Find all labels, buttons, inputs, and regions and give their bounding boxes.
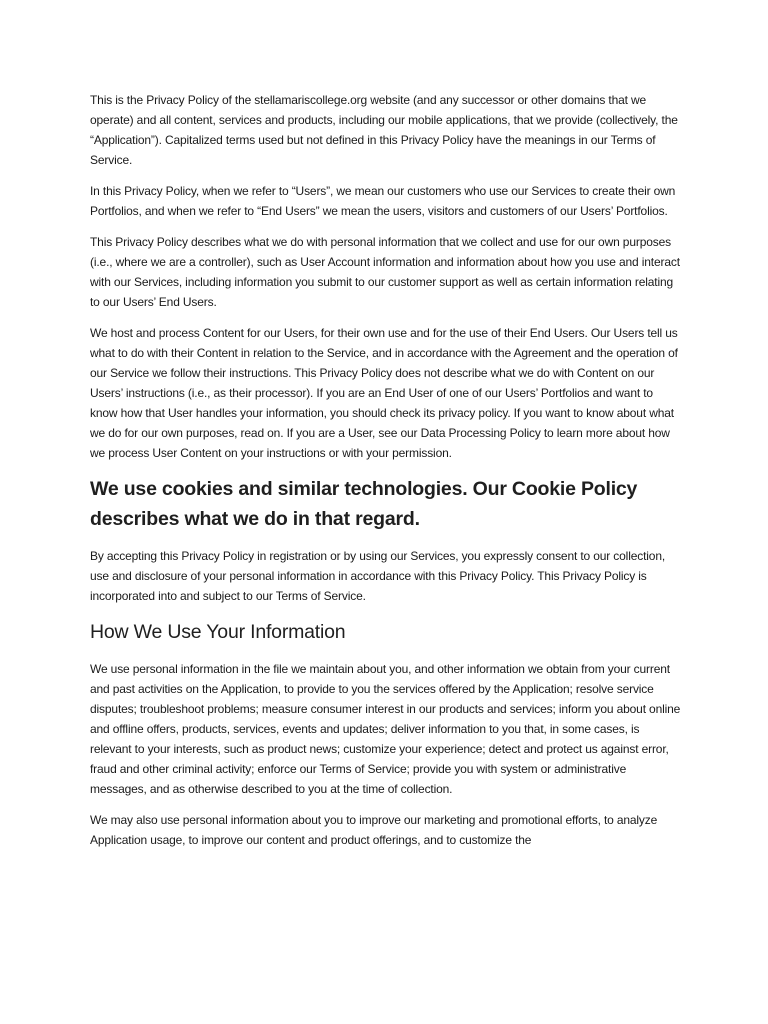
document-page (90, 90, 682, 861)
intro-paragraph: This is the Privacy Policy of the stellamariscollege.org website (and any successor or other domains that we operate) and all content, services and products, including our mobile applications, that we provide (collectively, the “Application”). Capitalized terms used but not defined in this Privacy Policy have the meanings in our Terms of Service. (90, 93, 678, 167)
consent-paragraph: By accepting this Privacy Policy in registration or by using our Services, you expressly consent to our collection, use and disclosure of your personal information in accordance with this Privacy Policy. This Privacy Policy is incorporated into and subject to our Terms of Service. (90, 549, 666, 603)
marketing-paragraph: We may also use personal information about you to improve our marketing and promotional efforts, to analyze Application usage, to improve our content and product offerings, and to customize the (90, 813, 658, 847)
users-definition-paragraph: In this Privacy Policy, when we refer to “Users”, we mean our customers who use our Services to create their own Portfolios, and when we refer to “End Users” we mean the users, visitors and customers of our Users’ Portfolios. (90, 184, 676, 218)
cookies-heading: We use cookies and similar technologies. Our Cookie Policy describes what we do in that regard. (90, 478, 638, 530)
scope-paragraph: This Privacy Policy describes what we do with personal information that we collect and use for our own purposes (i.e., where we are a controller), such as User Account information and information about how you use and interact with our Services, including information you submit to our customer support as well as certain information relating to our Users’ End Users. (90, 235, 680, 309)
how-we-use-heading: How We Use Your Information (90, 621, 346, 643)
content-hosting-paragraph: We host and process Content for our Users, for their own use and for the use of their End Users. Our Users tell us what to do with their Content in relation to the Service, and in accordance with the Agreement and the operation of our Service we follow their instructions. This Privacy Policy does not describe what we do with Content on our Users’ instructions (i.e., as their processor). If you are an End User of one of our Users’ Portfolios and want to know how that User handles your information, you should check its privacy policy. If you want to know about what we do for our own purposes, read on. If you are a User, see our Data Processing Policy to learn more about how we process User Content on your instructions or with your permission. (90, 326, 678, 460)
usage-paragraph: We use personal information in the file we maintain about you, and other information we obtain from your current and past activities on the Application, to provide to you the services offered by the Application; resolve service disputes; troubleshoot problems; measure consumer interest in our products and services; inform you about online and offline offers, products, services, events and updates; deliver information to you that, in some cases, is relevant to your interests, such as product news; customize your experience; detect and protect us against error, fraud and other criminal activity; enforce our Terms of Service; provide you with system or administrative messages, and as otherwise described to you at the time of collection. (90, 662, 681, 796)
